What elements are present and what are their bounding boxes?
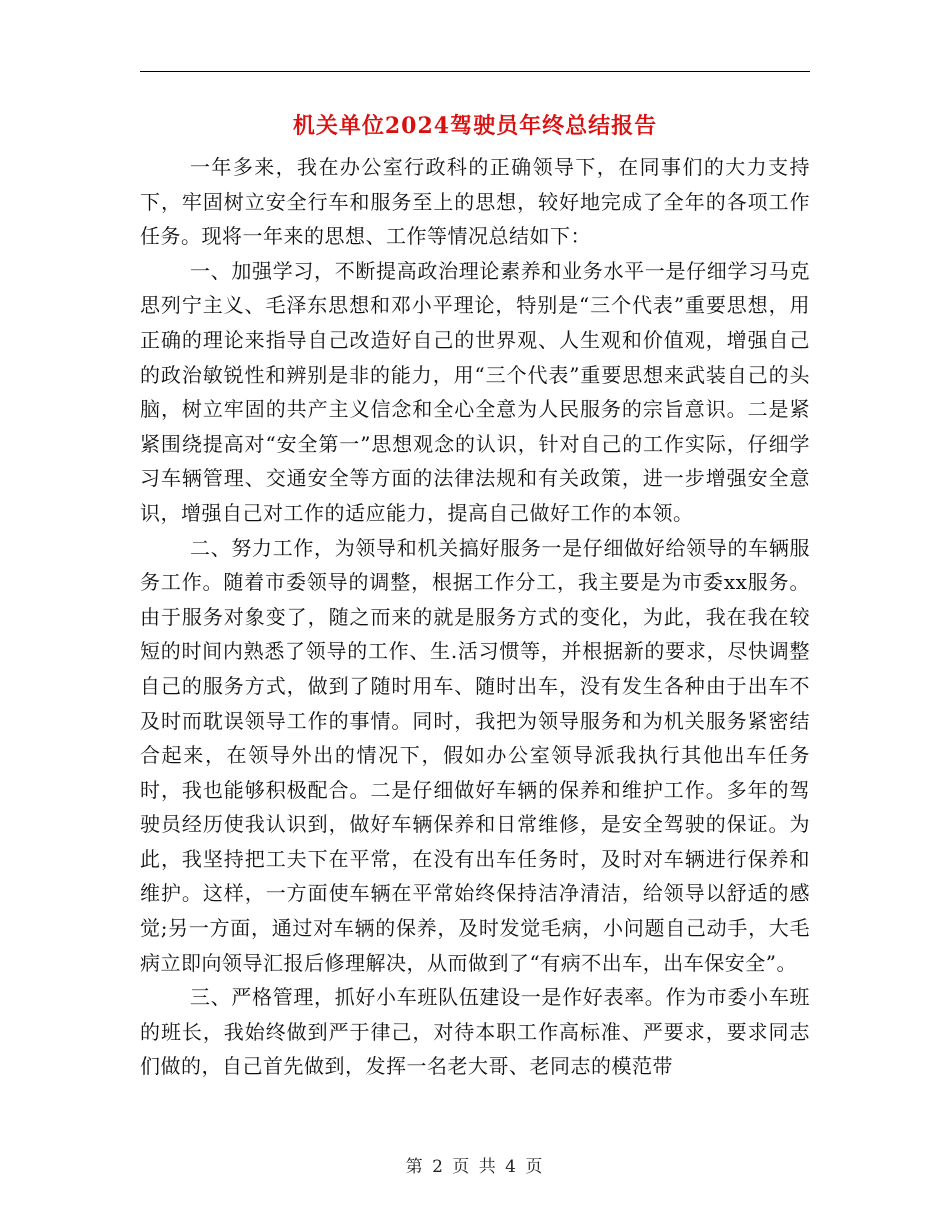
page-number: 第 2 页 共 4 页: [405, 1157, 545, 1177]
header-rule: [140, 71, 810, 72]
paragraph-section-1: 一、加强学习，不断提高政治理论素养和业务水平一是仔细学习马克思列宁主义、毛泽东思想和邓小平理论，特别是“三个代表”重要思想，用正确的理论来指导自己改造好自己的世界观、人生观和价值观，增强自己的政治敏锐性和辨别是非的能力，用“三个代表”重要思想来武装自己的头脑，树立牢固的共产主义信念和全心全意为人民服务的宗旨意识。二是紧紧围绕提高对“安全第一”思想观念的认识，针对自己的工作实际，仔细学习车辆管理、交通安全等方面的法律法规和有关政策，进一步增强安全意识，增强自己对工作的适应能力，提高自己做好工作的本领。: [140, 258, 810, 525]
document-body: [140, 150, 810, 1084]
paragraph-section-2: 二、努力工作，为领导和机关搞好服务一是仔细做好给领导的车辆服务工作。随着市委领导的调整，根据工作分工，我主要是为市委xx服务。由于服务对象变了，随之而来的就是服务方式的变化，为此，我在我在较短的时间内熟悉了领导的工作、生.活习惯等，并根据新的要求，尽快调整自己的服务方式，做到了随时用车、随时出车，没有发生各种由于出车不及时而耽误领导工作的事情。同时，我把为领导服务和为机关服务紧密结合起来，在领导外出的情况下，假如办公室领导派我执行其他出车任务时，我也能够积极配合。二是仔细做好车辆的保养和维护工作。多年的驾驶员经历使我认识到，做好车辆保养和日常维修，是安全驾驶的保证。为此，我坚持把工夫下在平常，在没有出车任务时，及时对车辆进行保养和维护。这样，一方面使车辆在平常始终保持洁净清洁，给领导以舒适的感觉;另一方面，通过对车辆的保养，及时发觉毛病，小问题自己动手，大毛病立即向领导汇报后修理解决，从而做到了“有病不出车，出车保安全”。: [140, 535, 810, 975]
paragraph-section-3: 三、严格管理，抓好小车班队伍建设一是作好表率。作为市委小车班的班长，我始终做到严于律己，对待本职工作高标准、严要求，要求同志们做的，自己首先做到，发挥一名老大哥、老同志的模范带: [140, 985, 810, 1079]
paragraph-intro: 一年多来，我在办公室行政科的正确领导下，在同事们的大力支持下，牢固树立安全行车和服务至上的思想，较好地完成了全年的各项工作任务。现将一年来的思想、工作等情况总结如下：: [140, 155, 810, 249]
document-title: 机关单位2024驾驶员年终总结报告: [292, 113, 658, 139]
